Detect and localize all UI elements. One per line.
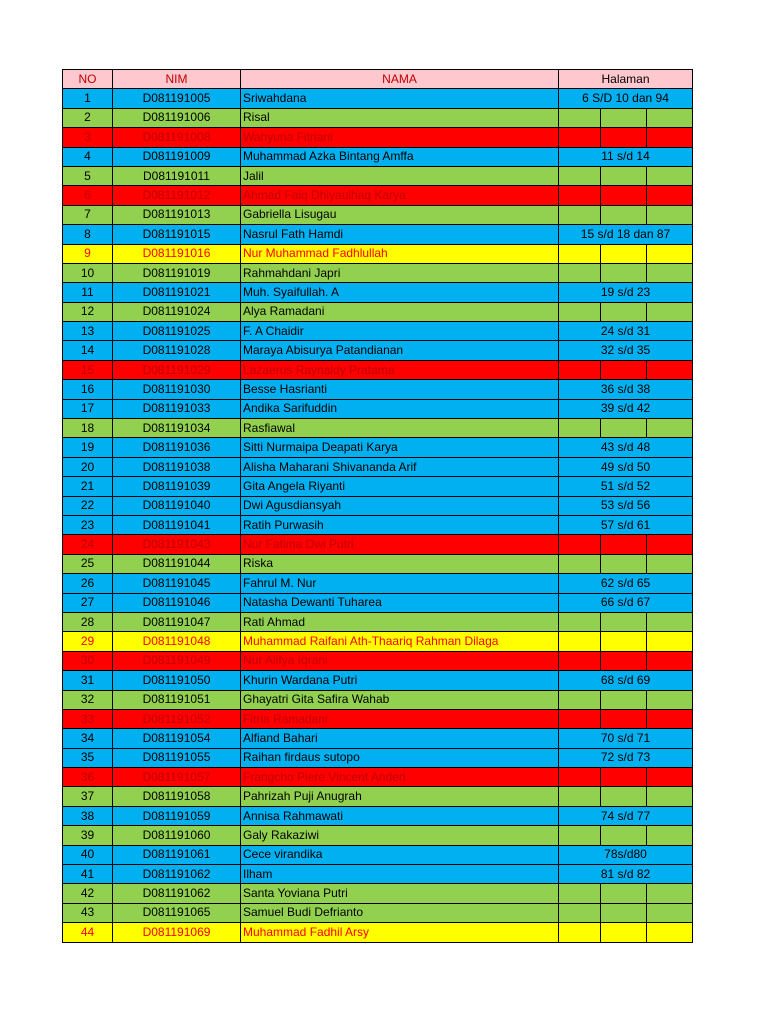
cell-nim: D081191047 <box>113 612 241 631</box>
cell-halaman-2 <box>601 128 647 147</box>
cell-halaman-2 <box>601 709 647 728</box>
cell-nama: Pahrizah Puji Anugrah <box>241 787 559 806</box>
cell-halaman: 6 S/D 10 dan 94 <box>559 89 693 108</box>
cell-halaman-2 <box>601 186 647 205</box>
cell-nim: D081191062 <box>113 884 241 903</box>
cell-halaman-2 <box>601 419 647 438</box>
table-body <box>63 89 693 942</box>
cell-nama: Ilham <box>241 865 559 884</box>
cell-halaman-1 <box>559 244 601 263</box>
cell-no: 24 <box>63 535 113 554</box>
table-row <box>63 826 693 845</box>
cell-halaman-1 <box>559 419 601 438</box>
table-row <box>63 186 693 205</box>
cell-no: 36 <box>63 768 113 787</box>
cell-nim: D081191024 <box>113 302 241 321</box>
cell-no: 8 <box>63 225 113 244</box>
cell-nim: D081191044 <box>113 554 241 573</box>
cell-nama: Ahmad Faiq Dhiyaulhaq Karya <box>241 186 559 205</box>
cell-halaman-1 <box>559 768 601 787</box>
table-row <box>63 574 693 593</box>
cell-no: 31 <box>63 671 113 690</box>
table-row <box>63 302 693 321</box>
cell-halaman-3 <box>647 205 693 224</box>
cell-nama: Alya Ramadani <box>241 302 559 321</box>
cell-halaman-3 <box>647 884 693 903</box>
cell-halaman: 39 s/d 42 <box>559 399 693 418</box>
table-row <box>63 457 693 476</box>
cell-nim: D081191048 <box>113 632 241 651</box>
cell-halaman-3 <box>647 360 693 379</box>
cell-nama: Fitria Ramadani <box>241 709 559 728</box>
table-row <box>63 884 693 903</box>
cell-halaman: 15 s/d 18 dan 87 <box>559 225 693 244</box>
cell-nim: D081191030 <box>113 380 241 399</box>
cell-no: 6 <box>63 186 113 205</box>
cell-halaman-1 <box>559 302 601 321</box>
cell-nim: D081191036 <box>113 438 241 457</box>
cell-nama: Samuel Budi Defrianto <box>241 903 559 922</box>
cell-no: 34 <box>63 729 113 748</box>
cell-nama: Galy Rakaziwi <box>241 826 559 845</box>
cell-no: 5 <box>63 166 113 185</box>
header-halaman: Halaman <box>559 70 693 89</box>
cell-nim: D081191052 <box>113 709 241 728</box>
cell-halaman-1 <box>559 632 601 651</box>
table-row <box>63 166 693 185</box>
cell-nama: Rahmahdani Japri <box>241 263 559 282</box>
cell-halaman-2 <box>601 554 647 573</box>
cell-nama: Muhammad Raifani Ath-Thaariq Rahman Dilaga <box>241 632 559 651</box>
cell-nama: Frangcho Piere Vincent Anderi <box>241 768 559 787</box>
table-row <box>63 283 693 302</box>
cell-halaman-2 <box>601 903 647 922</box>
cell-halaman: 11 s/d 14 <box>559 147 693 166</box>
cell-nama: Besse Hasrianti <box>241 380 559 399</box>
table-row <box>63 515 693 534</box>
cell-halaman-3 <box>647 903 693 922</box>
cell-halaman: 78s/d80 <box>559 845 693 864</box>
cell-halaman-2 <box>601 535 647 554</box>
cell-nama: F. A Chaidir <box>241 322 559 341</box>
cell-halaman-3 <box>647 166 693 185</box>
cell-no: 9 <box>63 244 113 263</box>
cell-no: 42 <box>63 884 113 903</box>
cell-halaman-1 <box>559 884 601 903</box>
table-row <box>63 806 693 825</box>
table-row <box>63 341 693 360</box>
cell-halaman-2 <box>601 826 647 845</box>
table-row <box>63 903 693 922</box>
cell-halaman-2 <box>601 768 647 787</box>
cell-nim: D081191058 <box>113 787 241 806</box>
cell-halaman: 51 s/d 52 <box>559 477 693 496</box>
cell-nim: D081191040 <box>113 496 241 515</box>
cell-no: 3 <box>63 128 113 147</box>
cell-nama: Risal <box>241 108 559 127</box>
cell-no: 12 <box>63 302 113 321</box>
cell-no: 20 <box>63 457 113 476</box>
cell-nim: D081191028 <box>113 341 241 360</box>
table-row <box>63 651 693 670</box>
table-row <box>63 535 693 554</box>
table-row <box>63 225 693 244</box>
cell-no: 33 <box>63 709 113 728</box>
cell-nama: Andika Sarifuddin <box>241 399 559 418</box>
cell-halaman-3 <box>647 108 693 127</box>
cell-nama: Nur Alifya Iqrani <box>241 651 559 670</box>
cell-nama: Annisa Rahmawati <box>241 806 559 825</box>
cell-nim: D081191012 <box>113 186 241 205</box>
table-row <box>63 690 693 709</box>
table-row <box>63 865 693 884</box>
cell-no: 13 <box>63 322 113 341</box>
cell-halaman-3 <box>647 709 693 728</box>
cell-nim: D081191062 <box>113 865 241 884</box>
cell-nama: Khurin Wardana Putri <box>241 671 559 690</box>
table-row <box>63 845 693 864</box>
cell-halaman-3 <box>647 826 693 845</box>
cell-no: 41 <box>63 865 113 884</box>
table-row <box>63 419 693 438</box>
cell-nim: D081191054 <box>113 729 241 748</box>
cell-halaman-1 <box>559 205 601 224</box>
cell-nama: Muh. Syaifullah. A <box>241 283 559 302</box>
cell-nama: Dwi Agusdiansyah <box>241 496 559 515</box>
cell-nim: D081191049 <box>113 651 241 670</box>
cell-halaman-2 <box>601 632 647 651</box>
cell-nama: Nur Muhammad Fadhlullah <box>241 244 559 263</box>
cell-halaman-2 <box>601 205 647 224</box>
cell-nim: D081191009 <box>113 147 241 166</box>
cell-no: 15 <box>63 360 113 379</box>
cell-nim: D081191069 <box>113 923 241 942</box>
cell-halaman-3 <box>647 244 693 263</box>
cell-nim: D081191060 <box>113 826 241 845</box>
cell-halaman: 36 s/d 38 <box>559 380 693 399</box>
cell-halaman-3 <box>647 690 693 709</box>
cell-no: 11 <box>63 283 113 302</box>
cell-halaman: 68 s/d 69 <box>559 671 693 690</box>
header-nama: NAMA <box>241 70 559 89</box>
table-row <box>63 768 693 787</box>
cell-no: 38 <box>63 806 113 825</box>
table-row <box>63 729 693 748</box>
cell-nim: D081191011 <box>113 166 241 185</box>
cell-halaman-3 <box>647 554 693 573</box>
cell-nama: Cece virandika <box>241 845 559 864</box>
cell-nama: Muhammad Fadhil Arsy <box>241 923 559 942</box>
table-row <box>63 244 693 263</box>
cell-no: 17 <box>63 399 113 418</box>
table-row <box>63 128 693 147</box>
cell-no: 16 <box>63 380 113 399</box>
cell-halaman-2 <box>601 263 647 282</box>
cell-nama: Sitti Nurmaipa Deapati Karya <box>241 438 559 457</box>
cell-halaman-1 <box>559 651 601 670</box>
cell-halaman-1 <box>559 263 601 282</box>
cell-nim: D081191043 <box>113 535 241 554</box>
cell-no: 7 <box>63 205 113 224</box>
cell-nama: Fahrul M. Nur <box>241 574 559 593</box>
cell-nama: Jalil <box>241 166 559 185</box>
cell-no: 4 <box>63 147 113 166</box>
cell-halaman-3 <box>647 186 693 205</box>
cell-nim: D081191039 <box>113 477 241 496</box>
table-row <box>63 923 693 942</box>
cell-halaman: 62 s/d 65 <box>559 574 693 593</box>
cell-halaman-3 <box>647 263 693 282</box>
cell-halaman-3 <box>647 651 693 670</box>
cell-no: 35 <box>63 748 113 767</box>
cell-halaman-1 <box>559 166 601 185</box>
cell-halaman: 24 s/d 31 <box>559 322 693 341</box>
table-row <box>63 108 693 127</box>
table-row <box>63 263 693 282</box>
cell-halaman-2 <box>601 166 647 185</box>
cell-nim: D081191046 <box>113 593 241 612</box>
cell-no: 2 <box>63 108 113 127</box>
cell-nim: D081191065 <box>113 903 241 922</box>
cell-nama: Gita Angela Riyanti <box>241 477 559 496</box>
cell-nim: D081191015 <box>113 225 241 244</box>
cell-halaman: 49 s/d 50 <box>559 457 693 476</box>
cell-halaman-2 <box>601 360 647 379</box>
cell-nim: D081191051 <box>113 690 241 709</box>
table-row <box>63 593 693 612</box>
table-row <box>63 380 693 399</box>
table-row <box>63 477 693 496</box>
cell-no: 25 <box>63 554 113 573</box>
table-row <box>63 671 693 690</box>
cell-halaman-1 <box>559 128 601 147</box>
cell-no: 37 <box>63 787 113 806</box>
cell-halaman-2 <box>601 651 647 670</box>
cell-nama: Nasrul Fath Hamdi <box>241 225 559 244</box>
table-row <box>63 748 693 767</box>
table-row <box>63 496 693 515</box>
cell-no: 40 <box>63 845 113 864</box>
cell-no: 39 <box>63 826 113 845</box>
cell-halaman-1 <box>559 535 601 554</box>
table-row <box>63 787 693 806</box>
cell-no: 10 <box>63 263 113 282</box>
cell-halaman: 70 s/d 71 <box>559 729 693 748</box>
cell-halaman: 57 s/d 61 <box>559 515 693 534</box>
cell-nama: Wahyuna Fitriani <box>241 128 559 147</box>
header-nim: NIM <box>113 70 241 89</box>
cell-nim: D081191029 <box>113 360 241 379</box>
cell-nama: Riska <box>241 554 559 573</box>
table-row <box>63 147 693 166</box>
cell-halaman-2 <box>601 884 647 903</box>
cell-nim: D081191016 <box>113 244 241 263</box>
cell-nim: D081191061 <box>113 845 241 864</box>
cell-no: 28 <box>63 612 113 631</box>
table-row <box>63 612 693 631</box>
cell-nama: Sriwahdana <box>241 89 559 108</box>
cell-halaman: 19 s/d 23 <box>559 283 693 302</box>
table-row <box>63 632 693 651</box>
cell-no: 21 <box>63 477 113 496</box>
cell-halaman: 81 s/d 82 <box>559 865 693 884</box>
table-row <box>63 554 693 573</box>
cell-nama: Nur Fatima Dwi Putri <box>241 535 559 554</box>
cell-halaman-1 <box>559 108 601 127</box>
cell-nim: D081191059 <box>113 806 241 825</box>
cell-halaman-1 <box>559 787 601 806</box>
cell-nim: D081191019 <box>113 263 241 282</box>
cell-nim: D081191050 <box>113 671 241 690</box>
cell-halaman-2 <box>601 244 647 263</box>
cell-nama: Ratih Purwasih <box>241 515 559 534</box>
cell-halaman-2 <box>601 787 647 806</box>
cell-halaman-1 <box>559 690 601 709</box>
cell-no: 27 <box>63 593 113 612</box>
cell-halaman: 72 s/d 73 <box>559 748 693 767</box>
table-row <box>63 709 693 728</box>
header-row <box>63 70 693 89</box>
cell-no: 18 <box>63 419 113 438</box>
cell-nim: D081191008 <box>113 128 241 147</box>
cell-halaman-3 <box>647 632 693 651</box>
cell-nim: D081191041 <box>113 515 241 534</box>
cell-halaman-1 <box>559 612 601 631</box>
cell-halaman-1 <box>559 826 601 845</box>
cell-halaman-1 <box>559 709 601 728</box>
cell-halaman-3 <box>647 612 693 631</box>
table-row <box>63 205 693 224</box>
cell-halaman-3 <box>647 419 693 438</box>
cell-nama: Muhammad Azka Bintang Amffa <box>241 147 559 166</box>
cell-nim: D081191034 <box>113 419 241 438</box>
cell-no: 26 <box>63 574 113 593</box>
cell-halaman: 43 s/d 48 <box>559 438 693 457</box>
cell-halaman-1 <box>559 923 601 942</box>
cell-no: 22 <box>63 496 113 515</box>
cell-halaman: 53 s/d 56 <box>559 496 693 515</box>
cell-nim: D081191045 <box>113 574 241 593</box>
table-row <box>63 360 693 379</box>
cell-nim: D081191013 <box>113 205 241 224</box>
cell-nim: D081191025 <box>113 322 241 341</box>
cell-no: 14 <box>63 341 113 360</box>
cell-halaman-2 <box>601 923 647 942</box>
student-table <box>62 69 693 943</box>
cell-no: 44 <box>63 923 113 942</box>
cell-halaman-2 <box>601 690 647 709</box>
table-row <box>63 89 693 108</box>
cell-nim: D081191038 <box>113 457 241 476</box>
cell-halaman-3 <box>647 128 693 147</box>
cell-halaman-3 <box>647 302 693 321</box>
cell-no: 1 <box>63 89 113 108</box>
cell-nim: D081191006 <box>113 108 241 127</box>
cell-no: 19 <box>63 438 113 457</box>
cell-halaman-3 <box>647 768 693 787</box>
table-row <box>63 438 693 457</box>
cell-nama: Ghayatri Gita Safira Wahab <box>241 690 559 709</box>
cell-nama: Rati Ahmad <box>241 612 559 631</box>
header-no: NO <box>63 70 113 89</box>
cell-nim: D081191033 <box>113 399 241 418</box>
cell-halaman-1 <box>559 903 601 922</box>
cell-nama: Raihan firdaus sutopo <box>241 748 559 767</box>
cell-no: 43 <box>63 903 113 922</box>
cell-halaman-3 <box>647 535 693 554</box>
cell-nama: Natasha Dewanti Tuharea <box>241 593 559 612</box>
cell-nama: Alisha Maharani Shivananda Arif <box>241 457 559 476</box>
cell-halaman: 32 s/d 35 <box>559 341 693 360</box>
cell-nama: Maraya Abisurya Patandianan <box>241 341 559 360</box>
cell-halaman-1 <box>559 186 601 205</box>
cell-nama: Gabriella Lisugau <box>241 205 559 224</box>
cell-nim: D081191055 <box>113 748 241 767</box>
cell-nama: Santa Yoviana Putri <box>241 884 559 903</box>
cell-halaman-2 <box>601 108 647 127</box>
cell-no: 30 <box>63 651 113 670</box>
cell-nama: Lazaerus Raynaldy Pratama <box>241 360 559 379</box>
cell-nim: D081191005 <box>113 89 241 108</box>
cell-nim: D081191021 <box>113 283 241 302</box>
cell-halaman-1 <box>559 360 601 379</box>
cell-halaman-3 <box>647 923 693 942</box>
cell-no: 29 <box>63 632 113 651</box>
cell-halaman-2 <box>601 302 647 321</box>
cell-nama: Alfiand Bahari <box>241 729 559 748</box>
cell-halaman-1 <box>559 554 601 573</box>
table-row <box>63 399 693 418</box>
cell-nim: D081191057 <box>113 768 241 787</box>
cell-halaman-2 <box>601 612 647 631</box>
cell-nama: Rasfiawal <box>241 419 559 438</box>
cell-no: 32 <box>63 690 113 709</box>
cell-no: 23 <box>63 515 113 534</box>
cell-halaman: 66 s/d 67 <box>559 593 693 612</box>
cell-halaman-3 <box>647 787 693 806</box>
table-row <box>63 322 693 341</box>
cell-halaman: 74 s/d 77 <box>559 806 693 825</box>
